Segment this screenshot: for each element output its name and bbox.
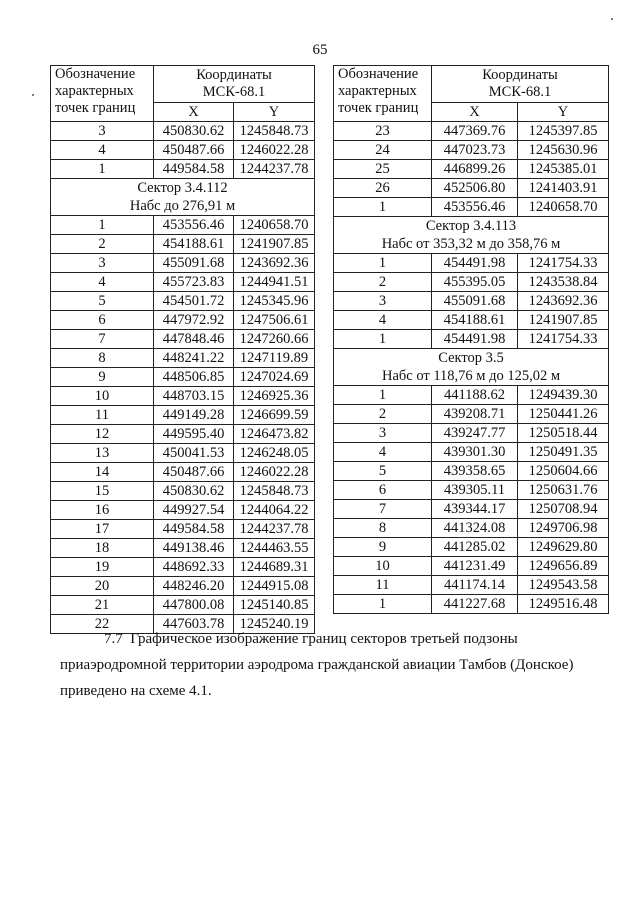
y-coordinate-cell: 1246699.59: [234, 406, 315, 425]
x-coordinate-cell: 446899.26: [432, 160, 518, 179]
table-row: [334, 538, 609, 557]
paragraph-text: Графическое изображение границ секторов третьей подзоны: [130, 631, 518, 647]
table-row: [334, 160, 609, 179]
paragraph-number: 7.7: [104, 631, 123, 647]
x-coordinate-cell: 447369.76: [432, 122, 518, 141]
point-number-cell: 22: [51, 615, 154, 634]
table-row: [51, 292, 315, 311]
sector-title-line: Набс от 353,32 м до 358,76 м: [381, 236, 561, 252]
y-coordinate-cell: 1245345.96: [234, 292, 315, 311]
table-row: [51, 596, 315, 615]
x-column-header: X: [154, 103, 234, 122]
y-coordinate-cell: 1246248.05: [234, 444, 315, 463]
x-coordinate-cell: 454188.61: [432, 311, 518, 330]
point-number-cell: 26: [334, 179, 432, 198]
table-body: [334, 66, 609, 614]
point-number-cell: 20: [51, 577, 154, 596]
sector-title: [334, 217, 609, 254]
y-coordinate-cell: 1241754.33: [518, 254, 609, 273]
point-number-cell: 13: [51, 444, 154, 463]
point-number-cell: 10: [51, 387, 154, 406]
table-row: [334, 254, 609, 273]
point-number-cell: 17: [51, 520, 154, 539]
x-coordinate-cell: 439358.65: [432, 462, 518, 481]
point-number-cell: 2: [51, 235, 154, 254]
table-row: [51, 368, 315, 387]
x-coordinate-cell: 441227.68: [432, 595, 518, 614]
table-row: [51, 254, 315, 273]
table-row: [51, 444, 315, 463]
y-coordinate-cell: 1249516.48: [518, 595, 609, 614]
table-row: [334, 424, 609, 443]
header-label-line: точек границ: [55, 100, 136, 116]
sector-row: [334, 217, 609, 254]
y-coordinate-cell: 1245848.73: [234, 482, 315, 501]
table-row: [51, 311, 315, 330]
y-coordinate-cell: 1244064.22: [234, 501, 315, 520]
x-coordinate-cell: 454188.61: [154, 235, 234, 254]
point-number-cell: 4: [51, 141, 154, 160]
sector-title: [51, 179, 315, 216]
point-number-cell: 1: [334, 254, 432, 273]
x-coordinate-cell: 450487.66: [154, 141, 234, 160]
sector-title-line: Набс до 276,91 м: [129, 198, 236, 214]
point-number-cell: 6: [334, 481, 432, 500]
y-coordinate-cell: 1250491.35: [518, 443, 609, 462]
x-coordinate-cell: 441324.08: [432, 519, 518, 538]
sector-row: [51, 179, 315, 216]
y-coordinate-cell: 1244237.78: [234, 160, 315, 179]
header-coord-line: МСК-68.1: [202, 84, 266, 100]
x-coordinate-cell: 447603.78: [154, 615, 234, 634]
x-coordinate-cell: 449595.40: [154, 425, 234, 444]
y-coordinate-cell: 1250708.94: [518, 500, 609, 519]
x-coordinate-cell: 449149.28: [154, 406, 234, 425]
table-row: [334, 576, 609, 595]
x-coordinate-cell: 453556.46: [154, 216, 234, 235]
x-coordinate-cell: 447972.92: [154, 311, 234, 330]
x-coordinate-cell: 453556.46: [432, 198, 518, 217]
point-number-cell: 3: [51, 254, 154, 273]
table-row: [334, 198, 609, 217]
paragraph-line-3: приведено на схеме 4.1.: [60, 683, 212, 699]
point-number-cell: 11: [51, 406, 154, 425]
x-coordinate-cell: 448506.85: [154, 368, 234, 387]
table-row: [334, 519, 609, 538]
point-number-cell: 2: [334, 405, 432, 424]
table-row: [51, 482, 315, 501]
table-row: [51, 577, 315, 596]
header-label-line: характерных: [55, 83, 134, 99]
points-column-header: [51, 66, 154, 122]
point-number-cell: 5: [51, 292, 154, 311]
y-column-header: Y: [234, 103, 315, 122]
table-row: [334, 500, 609, 519]
point-number-cell: 15: [51, 482, 154, 501]
x-coordinate-cell: 449584.58: [154, 160, 234, 179]
x-coordinate-cell: 454501.72: [154, 292, 234, 311]
point-number-cell: 24: [334, 141, 432, 160]
y-coordinate-cell: 1246925.36: [234, 387, 315, 406]
scan-speck: [32, 94, 34, 96]
table-row: [51, 330, 315, 349]
x-coordinate-cell: 439305.11: [432, 481, 518, 500]
y-coordinate-cell: 1250631.76: [518, 481, 609, 500]
point-number-cell: 1: [51, 160, 154, 179]
y-column-header: Y: [518, 103, 609, 122]
x-coordinate-cell: 449584.58: [154, 520, 234, 539]
y-coordinate-cell: 1249629.80: [518, 538, 609, 557]
header-label-line: точек границ: [338, 100, 419, 116]
y-coordinate-cell: 1245385.01: [518, 160, 609, 179]
point-number-cell: 3: [51, 122, 154, 141]
sector-row: [334, 349, 609, 386]
point-number-cell: 5: [334, 462, 432, 481]
paragraph-line-1: [104, 626, 606, 652]
x-coordinate-cell: 448246.20: [154, 577, 234, 596]
y-coordinate-cell: 1245630.96: [518, 141, 609, 160]
header-label-line: характерных: [338, 83, 417, 99]
table-row: [51, 406, 315, 425]
x-coordinate-cell: 439301.30: [432, 443, 518, 462]
y-coordinate-cell: 1241907.85: [234, 235, 315, 254]
point-number-cell: 11: [334, 576, 432, 595]
y-coordinate-cell: 1240658.70: [518, 198, 609, 217]
y-coordinate-cell: 1241754.33: [518, 330, 609, 349]
scan-speck: [611, 18, 613, 20]
table-row: [51, 160, 315, 179]
coordinates-header: [432, 66, 609, 103]
table-row: [51, 273, 315, 292]
x-coordinate-cell: 439247.77: [432, 424, 518, 443]
y-coordinate-cell: 1249706.98: [518, 519, 609, 538]
table-row: [51, 501, 315, 520]
x-coordinate-cell: 455395.05: [432, 273, 518, 292]
x-coordinate-cell: 455091.68: [154, 254, 234, 273]
x-coordinate-cell: 449138.46: [154, 539, 234, 558]
y-coordinate-cell: 1246473.82: [234, 425, 315, 444]
x-coordinate-cell: 439344.17: [432, 500, 518, 519]
sector-title-line: Сектор 3.4.113: [425, 218, 517, 234]
x-coordinate-cell: 441188.62: [432, 386, 518, 405]
x-coordinate-cell: 447800.08: [154, 596, 234, 615]
x-coordinate-cell: 455723.83: [154, 273, 234, 292]
y-coordinate-cell: 1247024.69: [234, 368, 315, 387]
table-row: [51, 122, 315, 141]
point-number-cell: 1: [334, 386, 432, 405]
table-row: [51, 425, 315, 444]
table-row: [334, 386, 609, 405]
x-coordinate-cell: 454491.98: [432, 330, 518, 349]
point-number-cell: 3: [334, 424, 432, 443]
point-number-cell: 12: [51, 425, 154, 444]
point-number-cell: 21: [51, 596, 154, 615]
point-number-cell: 6: [51, 311, 154, 330]
table-row: [51, 558, 315, 577]
table-row: [51, 235, 315, 254]
point-number-cell: 23: [334, 122, 432, 141]
point-number-cell: 1: [334, 198, 432, 217]
x-coordinate-cell: 448692.33: [154, 558, 234, 577]
coordinates-table-right: [333, 65, 609, 614]
x-coordinate-cell: 450830.62: [154, 122, 234, 141]
y-coordinate-cell: 1246022.28: [234, 141, 315, 160]
x-coordinate-cell: 448703.15: [154, 387, 234, 406]
point-number-cell: 9: [334, 538, 432, 557]
table-row: [334, 405, 609, 424]
table-row: [334, 330, 609, 349]
page-number: 65: [312, 42, 328, 58]
point-number-cell: 1: [334, 330, 432, 349]
table-row: [51, 349, 315, 368]
x-coordinate-cell: 439208.71: [432, 405, 518, 424]
y-coordinate-cell: 1244941.51: [234, 273, 315, 292]
table-row: [334, 481, 609, 500]
table-row: [334, 462, 609, 481]
coordinates-table-left: [50, 65, 315, 634]
point-number-cell: 3: [334, 292, 432, 311]
y-coordinate-cell: 1250604.66: [518, 462, 609, 481]
table-row: [334, 273, 609, 292]
table-row: [334, 122, 609, 141]
y-coordinate-cell: 1241907.85: [518, 311, 609, 330]
y-coordinate-cell: 1245140.85: [234, 596, 315, 615]
coordinates-header: [154, 66, 315, 103]
point-number-cell: 1: [334, 595, 432, 614]
header-label-line: Обозначение: [338, 66, 419, 82]
point-number-cell: 7: [334, 500, 432, 519]
point-number-cell: 4: [334, 443, 432, 462]
table-row: [51, 463, 315, 482]
sector-title-line: Сектор 3.4.112: [137, 180, 228, 196]
x-coordinate-cell: 450487.66: [154, 463, 234, 482]
x-coordinate-cell: 447848.46: [154, 330, 234, 349]
point-number-cell: 16: [51, 501, 154, 520]
sector-title-line: Набс от 118,76 м до 125,02 м: [381, 368, 561, 384]
y-coordinate-cell: 1245848.73: [234, 122, 315, 141]
point-number-cell: 10: [334, 557, 432, 576]
table-row: [334, 595, 609, 614]
x-column-header: X: [432, 103, 518, 122]
y-coordinate-cell: 1250518.44: [518, 424, 609, 443]
y-coordinate-cell: 1244463.55: [234, 539, 315, 558]
x-coordinate-cell: 449927.54: [154, 501, 234, 520]
y-coordinate-cell: 1247119.89: [234, 349, 315, 368]
y-coordinate-cell: 1240658.70: [234, 216, 315, 235]
x-coordinate-cell: 447023.73: [432, 141, 518, 160]
y-coordinate-cell: 1245397.85: [518, 122, 609, 141]
y-coordinate-cell: 1247260.66: [234, 330, 315, 349]
table-body: [51, 66, 315, 634]
y-coordinate-cell: 1246022.28: [234, 463, 315, 482]
point-number-cell: 14: [51, 463, 154, 482]
table-row: [51, 520, 315, 539]
y-coordinate-cell: 1247506.61: [234, 311, 315, 330]
y-coordinate-cell: 1249656.89: [518, 557, 609, 576]
y-coordinate-cell: 1243538.84: [518, 273, 609, 292]
point-number-cell: 19: [51, 558, 154, 577]
x-coordinate-cell: 441285.02: [432, 538, 518, 557]
x-coordinate-cell: 441231.49: [432, 557, 518, 576]
y-coordinate-cell: 1244689.31: [234, 558, 315, 577]
header-coord-line: МСК-68.1: [488, 84, 552, 100]
point-number-cell: 4: [51, 273, 154, 292]
y-coordinate-cell: 1249439.30: [518, 386, 609, 405]
y-coordinate-cell: 1250441.26: [518, 405, 609, 424]
point-number-cell: 7: [51, 330, 154, 349]
table-header-row: [51, 66, 315, 103]
point-number-cell: 8: [51, 349, 154, 368]
y-coordinate-cell: 1244915.08: [234, 577, 315, 596]
x-coordinate-cell: 454491.98: [432, 254, 518, 273]
y-coordinate-cell: 1244237.78: [234, 520, 315, 539]
x-coordinate-cell: 450830.62: [154, 482, 234, 501]
table-row: [334, 311, 609, 330]
header-label-line: Обозначение: [55, 66, 136, 82]
point-number-cell: 9: [51, 368, 154, 387]
table-row: [51, 141, 315, 160]
x-coordinate-cell: 452506.80: [432, 179, 518, 198]
y-coordinate-cell: 1241403.91: [518, 179, 609, 198]
sector-title-line: Сектор 3.5: [438, 350, 504, 366]
y-coordinate-cell: 1243692.36: [518, 292, 609, 311]
point-number-cell: 2: [334, 273, 432, 292]
point-number-cell: 18: [51, 539, 154, 558]
y-coordinate-cell: 1243692.36: [234, 254, 315, 273]
y-coordinate-cell: 1245240.19: [234, 615, 315, 634]
x-coordinate-cell: 450041.53: [154, 444, 234, 463]
points-column-header: [334, 66, 432, 122]
header-coord-line: Координаты: [482, 67, 558, 83]
header-coord-line: Координаты: [196, 67, 272, 83]
x-coordinate-cell: 448241.22: [154, 349, 234, 368]
table-row: [334, 292, 609, 311]
table-row: [51, 216, 315, 235]
point-number-cell: 8: [334, 519, 432, 538]
table-row: [51, 539, 315, 558]
y-coordinate-cell: 1249543.58: [518, 576, 609, 595]
table-header-row: [334, 66, 609, 103]
table-row: [334, 557, 609, 576]
table-row: [334, 179, 609, 198]
table-row: [334, 141, 609, 160]
table-row: [334, 443, 609, 462]
x-coordinate-cell: 455091.68: [432, 292, 518, 311]
sector-title: [334, 349, 609, 386]
point-number-cell: 25: [334, 160, 432, 179]
point-number-cell: 4: [334, 311, 432, 330]
table-row: [51, 387, 315, 406]
point-number-cell: 1: [51, 216, 154, 235]
paragraph-line-2: приаэродромной территории аэродрома гражданской авиации Тамбов (Донское): [60, 657, 574, 673]
x-coordinate-cell: 441174.14: [432, 576, 518, 595]
